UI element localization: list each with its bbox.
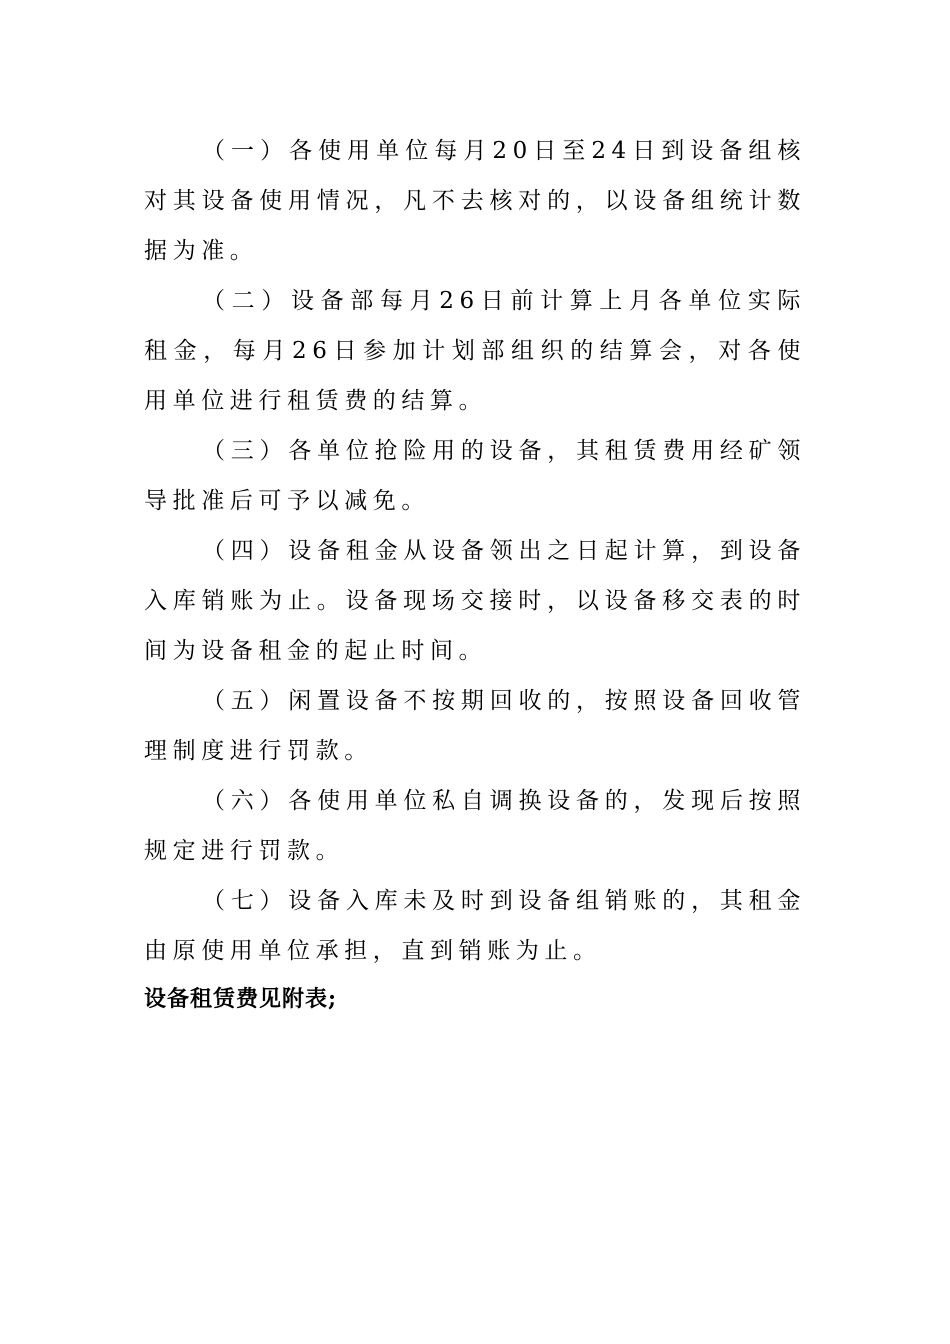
paragraph-6: （六）各使用单位私自调换设备的，发现后按照规定进行罚款。 [144, 788, 806, 864]
paragraph-7: （七）设备入库未及时到设备组销账的，其租金由原使用单位承担，直到销账为止。 [144, 888, 806, 964]
attachment-note: 设备租赁费见附表; [144, 986, 338, 1012]
paragraph-5: （五）闲置设备不按期回收的，按照设备回收管理制度进行罚款。 [144, 688, 806, 764]
paragraph-1: （一）各使用单位每月20日至24日到设备组核对其设备使用情况，凡不去核对的，以设备组统计数据为准。 [144, 138, 806, 264]
paragraph-2: （二）设备部每月26日前计算上月各单位实际租金，每月26日参加计划部组织的结算会，对各使用单位进行租赁费的结算。 [144, 288, 806, 414]
document-body [144, 126, 806, 976]
paragraph-3: （三）各单位抢险用的设备，其租赁费用经矿领导批准后可予以减免。 [144, 438, 806, 514]
paragraph-4: （四）设备租金从设备领出之日起计算，到设备入库销账为止。设备现场交接时，以设备移交表的时间为设备租金的起止时间。 [144, 538, 806, 664]
